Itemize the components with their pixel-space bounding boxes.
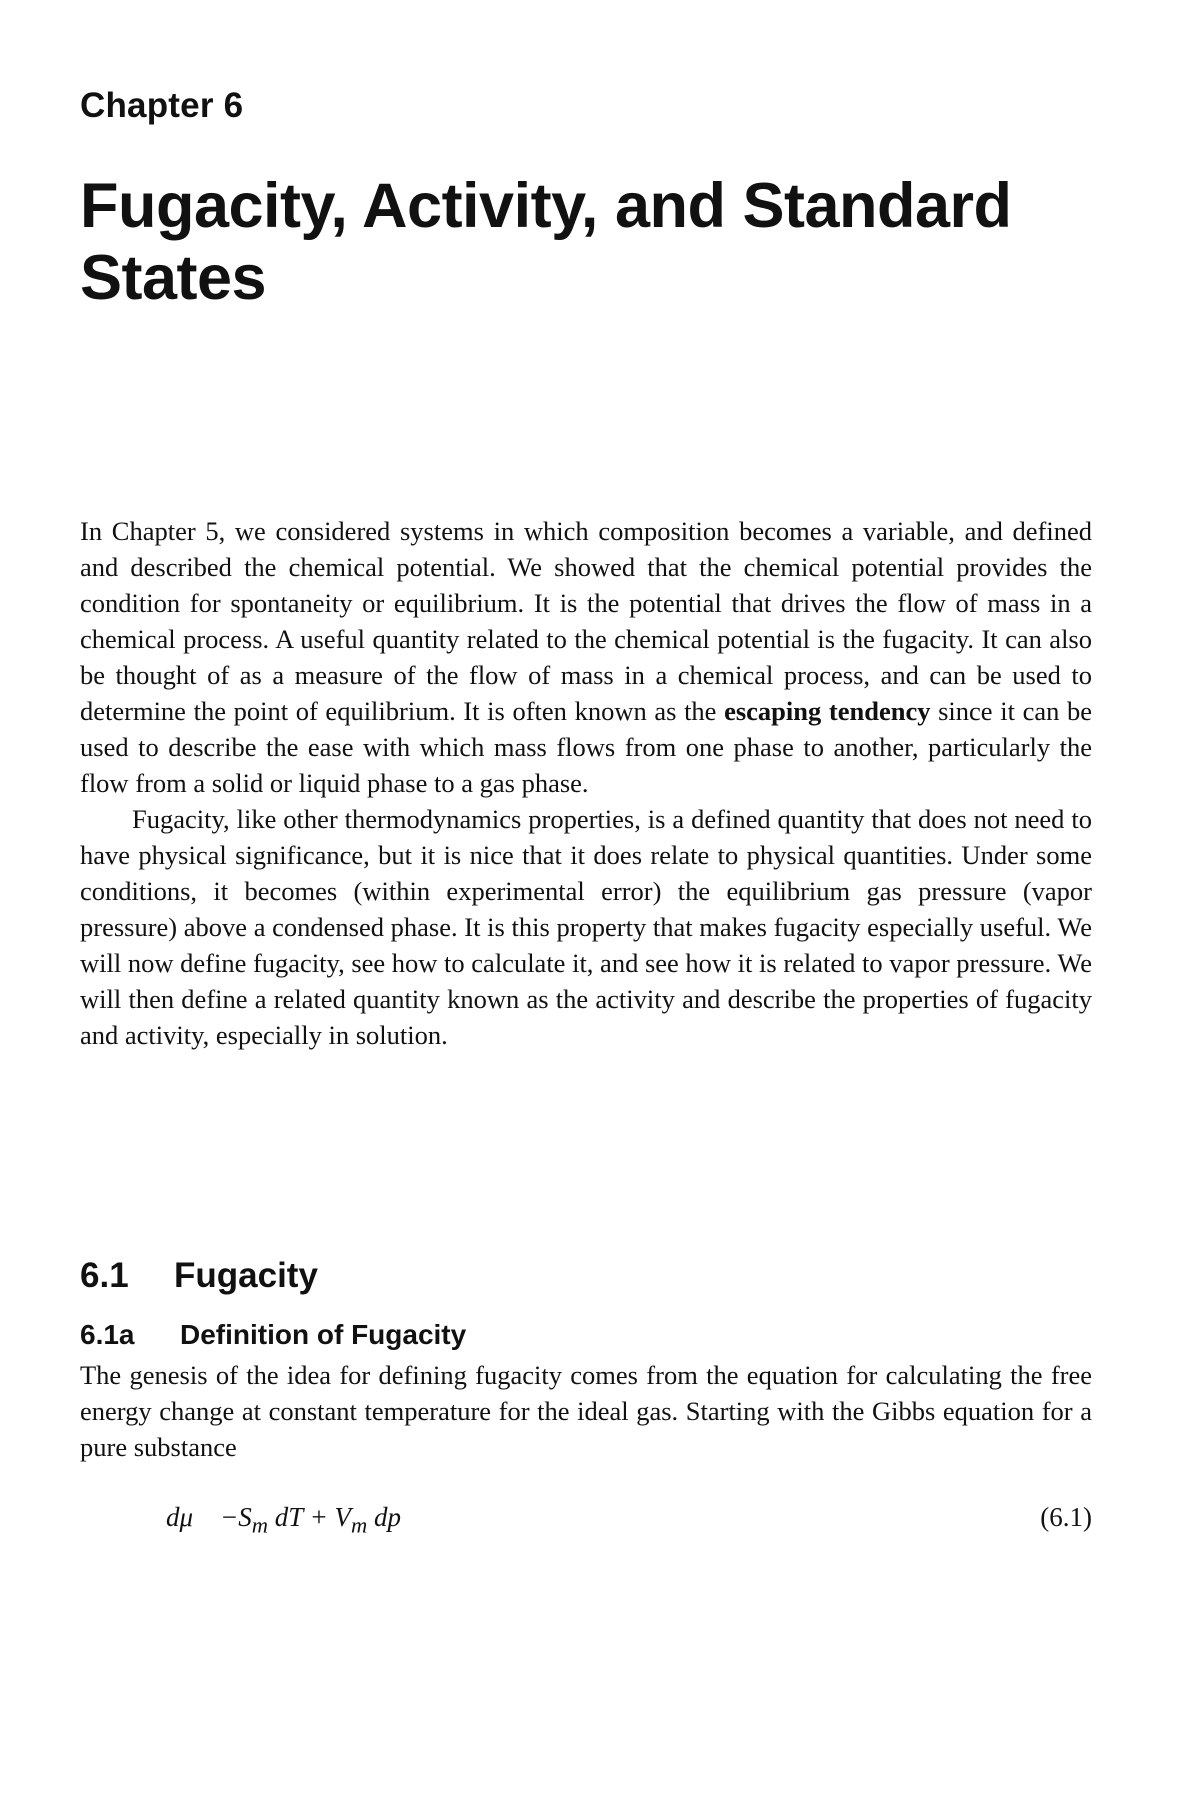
intro-text xyxy=(80,513,1092,1053)
document-page xyxy=(80,0,1092,1800)
subsection-heading xyxy=(80,1319,466,1351)
subsection-title: Definition of Fugacity xyxy=(180,1319,467,1350)
chapter-label: Chapter 6 xyxy=(80,86,244,125)
equation-lhs: dμ xyxy=(166,1502,194,1532)
intro-paragraph-2: Fugacity, like other thermodynamics properties, is a defined quantity that does not need to have physical significance, but it is nice that it does relate to physical quantities. Under some conditions, it becomes (within experimental error) the equilibrium gas pressure (vapor pressure) above a condensed phase. It is this property that makes fugacity especially useful. We will now define fugacity, see how to calculate it, and see how it is related to vapor pressure. We will then define a related quantity known as the activity and describe the properties of fugacity and activity, especially in solution. xyxy=(80,804,1092,1050)
equation-rhs-term1: −S xyxy=(220,1502,252,1532)
equation-subscript-1: m xyxy=(251,1512,269,1538)
equation-subscript-2: m xyxy=(351,1512,368,1538)
section-heading xyxy=(80,1256,318,1296)
equation-6-1 xyxy=(80,1502,1092,1542)
intro-p1-text-end: since it can be used to describe the ease with which mass flows from one phase to another, particularly the flow from a solid or liquid phase to a gas phase. xyxy=(80,696,1093,798)
equation-rhs-mid2: dp xyxy=(367,1502,402,1532)
escaping-tendency-term: escaping tendency xyxy=(724,696,931,726)
subsection-paragraph: The genesis of the idea for defining fugacity comes from the equation for calculating the free energy change at constant temperature for the ideal gas. Starting with the Gibbs equation for a pure substance xyxy=(80,1360,1092,1462)
section-number: 6.1 xyxy=(80,1256,129,1295)
equation-rhs-mid1: dT + V xyxy=(268,1502,352,1532)
section-title: Fugacity xyxy=(174,1256,318,1295)
subsection-number: 6.1a xyxy=(80,1319,135,1350)
intro-paragraph-1 xyxy=(80,513,1092,801)
equation-number: (6.1) xyxy=(1040,1502,1092,1532)
chapter-title: Fugacity, Activity, and Standard States xyxy=(80,171,1012,313)
equation-expression xyxy=(166,1502,401,1538)
intro-p1-text-start: In Chapter 5, we considered systems in which composition becomes a variable, and defined and described the chemical potential. We showed that the chemical potential provides the condition for spontaneity or equilibrium. It is the potential that drives the flow of mass in a chemical process. A useful quantity related to the chemical potential is the fugacity. It can also be thought of as a measure of the flow of mass in a chemical process, and can be used to determine the point of equilibrium. It is often known as the xyxy=(80,516,1092,726)
